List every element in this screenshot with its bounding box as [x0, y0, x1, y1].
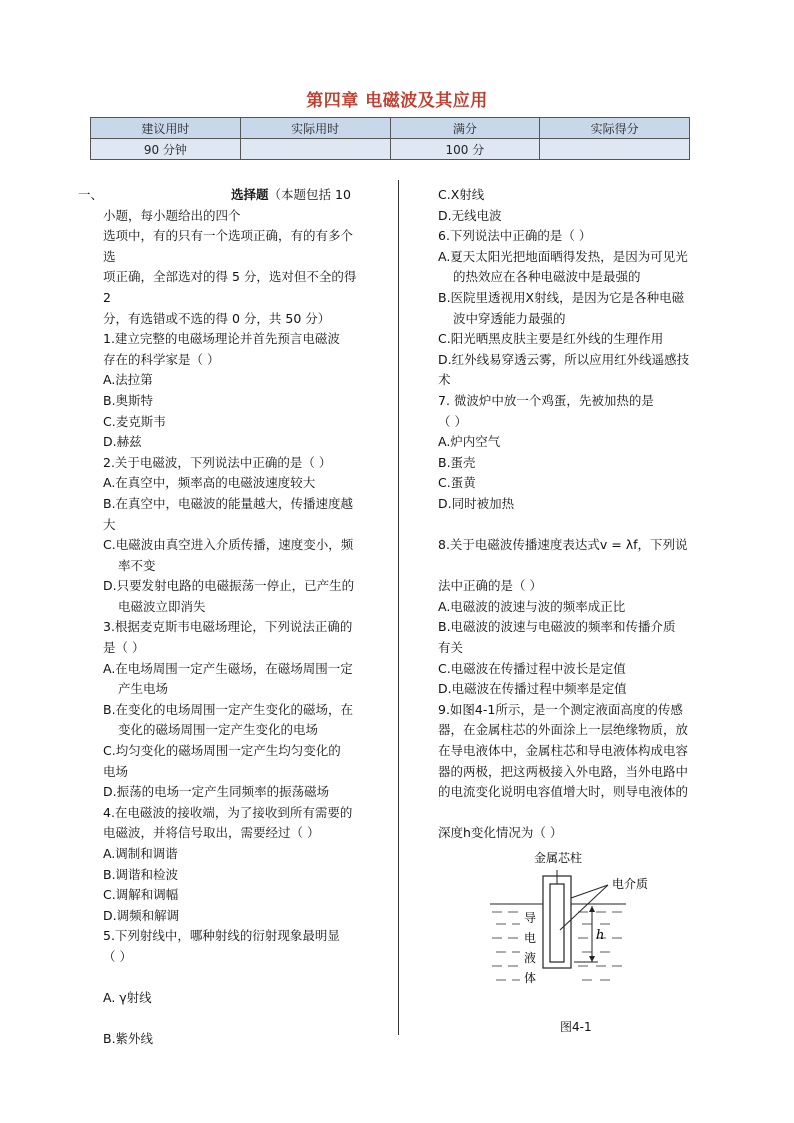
- question-line: 器，在金属柱芯的外面涂上一层绝缘物质，放: [438, 722, 689, 738]
- question-line: 是（ ）: [103, 640, 145, 656]
- question-line: 电磁波立即消失: [118, 598, 206, 614]
- question-line: 2.关于电磁波，下列说法中正确的是（ ）: [103, 454, 332, 470]
- question-line: D.赫兹: [103, 434, 142, 450]
- question-line: 变化的磁场周围一定产生变化的电场: [118, 722, 319, 738]
- question-line: [438, 515, 728, 536]
- question-line: D.调频和解调: [103, 907, 180, 923]
- label-liquid-2: 电: [524, 931, 537, 945]
- question-line: 在导电液体中，金属柱芯和导电液体构成电容: [438, 743, 689, 759]
- question-line: D.无线电波: [438, 207, 502, 223]
- label-h: h: [596, 928, 605, 943]
- section-title: 选择题: [231, 187, 269, 202]
- question-line: 有关: [438, 640, 464, 656]
- question-line: C.电磁波由真空进入介质传播，速度变小，频: [103, 537, 354, 553]
- question-line: C.阳光晒黑皮肤主要是红外线的生理作用: [438, 331, 664, 347]
- question-line: A.在真空中，频率高的电磁波速度较大: [103, 475, 316, 491]
- question-line: 法中正确的是（ ）: [438, 578, 542, 594]
- question-line: D.只要发射电路的电磁振荡一停止，已产生的: [103, 578, 355, 594]
- question-line: B.电磁波的波速与电磁波的频率和传播介质: [438, 619, 676, 635]
- header-full-score: 满分: [390, 118, 540, 139]
- question-line: （ ）: [438, 413, 467, 429]
- question-line: 率不变: [118, 557, 156, 573]
- question-line: B.蛋壳: [438, 454, 476, 470]
- question-line: D.同时被加热: [438, 495, 515, 511]
- question-line: [103, 968, 388, 989]
- question-line: A.调制和调谐: [103, 846, 178, 861]
- label-dielectric: 电介质: [612, 877, 649, 891]
- question-line: A.夏天太阳光把地面晒得发热，是因为可见光: [438, 248, 688, 264]
- question-line: 产生电场: [118, 681, 169, 697]
- capacitor-sensor-figure: [488, 848, 649, 993]
- label-liquid-4: 体: [524, 971, 537, 985]
- question-line: A. γ射线: [103, 990, 152, 1006]
- question-line: D.电磁波在传播过程中频率是定值: [438, 681, 627, 697]
- question-line: C.麦克斯韦: [103, 413, 166, 429]
- right-column: [438, 185, 728, 844]
- label-liquid-3: 液: [524, 951, 537, 965]
- label-liquid-1: 导: [524, 911, 537, 925]
- info-table: [90, 117, 690, 160]
- question-line: 4.在电磁波的接收端，为了接收到所有需要的: [103, 804, 353, 820]
- question-line: 8.关于电磁波传播速度表达式v = λf，下列说: [438, 537, 688, 553]
- question-line: 电磁波，并将信号取出，需要经过（ ）: [103, 825, 320, 841]
- question-line: C.X射线: [438, 187, 485, 202]
- question-line: 6.下列说法中正确的是（ ）: [438, 228, 592, 244]
- left-column: [103, 185, 388, 1050]
- question-line: 波中穿透能力最强的: [453, 310, 566, 326]
- header-actual-time: 实际用时: [240, 118, 390, 139]
- question-line: A.法拉第: [103, 372, 153, 388]
- question-line: B.在真空中，电磁波的能量越大，传播速度越: [103, 495, 354, 511]
- question-line: A.炉内空气: [438, 434, 501, 450]
- question-line: D.振荡的电场一定产生同频率的振荡磁场: [103, 784, 330, 800]
- question-line: A.在电场周围一定产生磁场，在磁场周围一定: [103, 660, 353, 676]
- question-line: 的热效应在各种电磁波中是最强的: [453, 269, 641, 285]
- question-line: C.均匀变化的磁场周围一定产生均匀变化的: [103, 743, 341, 759]
- value-suggested-time: 90 分钟: [91, 139, 241, 160]
- question-line: B.医院里透视用X射线，是因为它是各种电磁: [438, 289, 685, 305]
- question-line: 器的两极，把这两极接入外电路，当外电路中: [438, 763, 689, 779]
- value-actual-time[interactable]: [240, 139, 390, 160]
- section-intro-line: 项正确，全部选对的得 5 分，选对但不全的得: [103, 269, 357, 285]
- section-intro-line: 小题，每小题给出的四个: [103, 207, 241, 223]
- question-line: [438, 556, 728, 577]
- question-line: C.蛋黄: [438, 475, 476, 491]
- question-line: A.电磁波的波速与波的频率成正比: [438, 598, 626, 614]
- question-line: 存在的科学家是（ ）: [103, 351, 220, 367]
- question-line: 的电流变化说明电容值增大时，则导电液体的: [438, 784, 689, 800]
- page-title: 第四章 电磁波及其应用: [306, 91, 488, 111]
- section-intro-line: 分，有选错或不选的得 0 分，共 50 分）: [103, 310, 331, 326]
- question-line: D.红外线易穿透云雾，所以应用红外线遥感技: [438, 351, 690, 367]
- question-line: 深度h变化情况为（ ）: [438, 825, 563, 841]
- column-divider: [398, 180, 399, 1035]
- section-intro-line: 选: [103, 248, 116, 264]
- section-number: 一、: [78, 187, 104, 202]
- question-line: 9.如图4-1所示，是一个测定液面高度的传感: [438, 701, 683, 717]
- question-line: 3.根据麦克斯韦电磁场理论，下列说法正确的: [103, 619, 353, 635]
- question-line: 术: [438, 372, 451, 388]
- question-line: B.奥斯特: [103, 392, 154, 408]
- section-intro-line: 2: [103, 289, 111, 305]
- section-intro-line: 选项中，有的只有一个选项正确，有的有多个: [103, 228, 354, 244]
- header-suggested-time: 建议用时: [91, 118, 241, 139]
- label-metal-core: 金属芯柱: [534, 851, 583, 865]
- question-line: B.调谐和检波: [103, 866, 179, 882]
- question-line: 1.建立完整的电磁场理论并首先预言电磁波: [103, 331, 340, 347]
- question-line: [438, 803, 728, 824]
- question-line: C.调解和调幅: [103, 887, 179, 903]
- question-line: B.在变化的电场周围一定产生变化的磁场，在: [103, 701, 354, 717]
- question-line: 7. 微波炉中放一个鸡蛋，先被加热的是: [438, 392, 654, 408]
- section-intro-line: （本题包括 10: [268, 187, 351, 202]
- question-line: 大: [103, 516, 116, 532]
- question-line: 电场: [103, 763, 129, 779]
- value-full-score: 100 分: [390, 139, 540, 160]
- metal-core: [550, 884, 564, 962]
- question-line: （ ）: [103, 948, 132, 964]
- header-actual-score: 实际得分: [540, 118, 690, 139]
- question-line: 5.下列射线中，哪种射线的衍射现象最明显: [103, 928, 340, 944]
- question-line: B.紫外线: [103, 1031, 154, 1047]
- question-line: C.电磁波在传播过程中波长是定值: [438, 660, 626, 676]
- value-actual-score[interactable]: [540, 139, 690, 160]
- question-line: [103, 1009, 388, 1030]
- figure-caption: 图4-1: [560, 1020, 592, 1034]
